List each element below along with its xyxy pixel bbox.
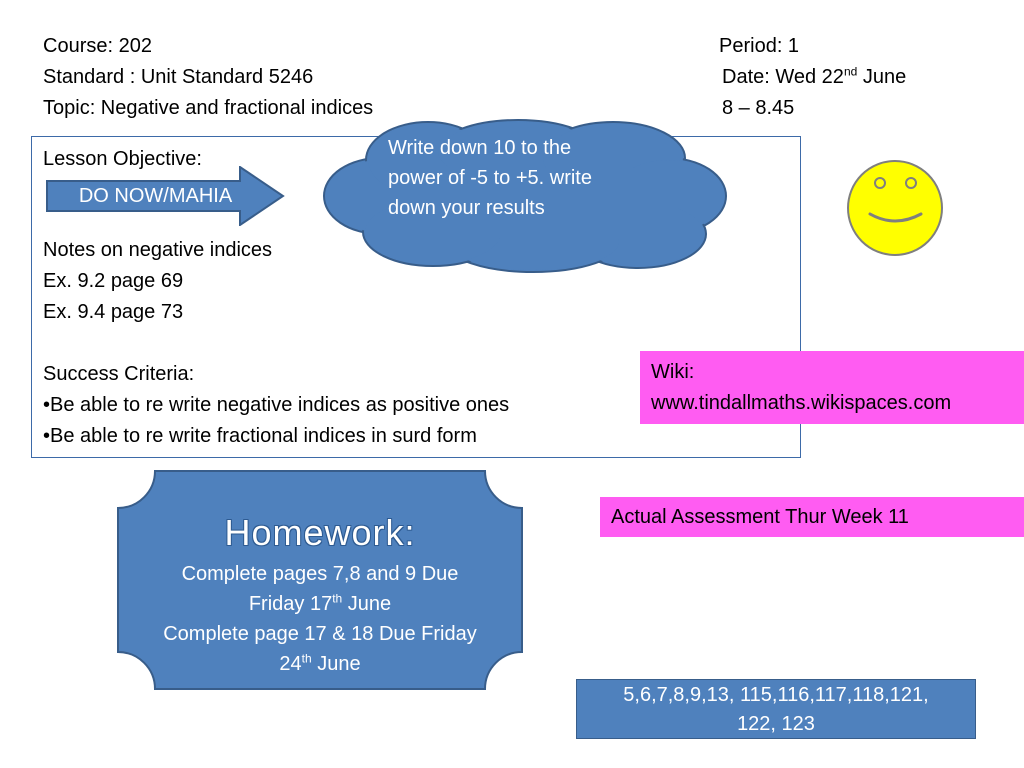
homework-body [117,559,523,679]
topic-line: Topic: Negative and fractional indices [43,97,374,119]
time-line: 8 – 8.45 [722,97,795,119]
course-line: Course: 202 [43,35,152,57]
smiley-face-icon [845,158,945,258]
success-heading: Success Criteria: [43,363,195,385]
cloud-text: Write down 10 to the power of -5 to +5. write down your results [388,137,592,219]
homework-line-2-sup: th [332,591,343,606]
pages-box [576,679,976,739]
exercise-line-2: Ex. 9.4 page 73 [43,301,184,323]
wiki-url: www.tindallmaths.wikispaces.com [651,392,952,414]
homework-line-4-prefix: 24 [279,653,302,675]
homework-line-2 [117,589,523,619]
exercise-line-1: Ex. 9.2 page 69 [43,270,184,292]
homework-line-4-sup: th [301,651,312,666]
criteria-item-1: •Be able to re write negative indices as positive ones [43,394,510,416]
standard-line: Standard : Unit Standard 5246 [43,66,314,88]
homework-line-4 [117,649,523,679]
course-info [43,31,373,124]
pages-line-2: 122, 123 [737,713,815,735]
period-line: Period: 1 [719,35,800,57]
date-prefix: Date: Wed 22 [722,66,844,88]
wiki-box [640,351,1024,424]
homework-title: Homework: [224,512,416,553]
homework-line-2-suffix: June [342,593,392,615]
objective-heading: Lesson Objective: [43,148,202,170]
pages-line-1: 5,6,7,8,9,13, 115,116,117,118,121, [623,684,929,706]
date-sup: nd [843,64,858,79]
wiki-label: Wiki: [651,361,695,383]
notes-line: Notes on negative indices [43,239,273,261]
homework-line-3: Complete page 17 & 18 Due Friday [163,623,477,645]
homework-line-4-suffix: June [311,653,361,675]
criteria-item-2: •Be able to re write fractional indices in surd form [43,425,477,447]
date-suffix: June [857,66,907,88]
homework-line-2-prefix: Friday 17 [248,593,333,615]
homework-line-1: Complete pages 7,8 and 9 Due [181,563,459,585]
donow-label: DO NOW/MAHIA [78,185,233,207]
assessment-box: Actual Assessment Thur Week 11 [600,497,1024,537]
date-line [722,62,906,93]
